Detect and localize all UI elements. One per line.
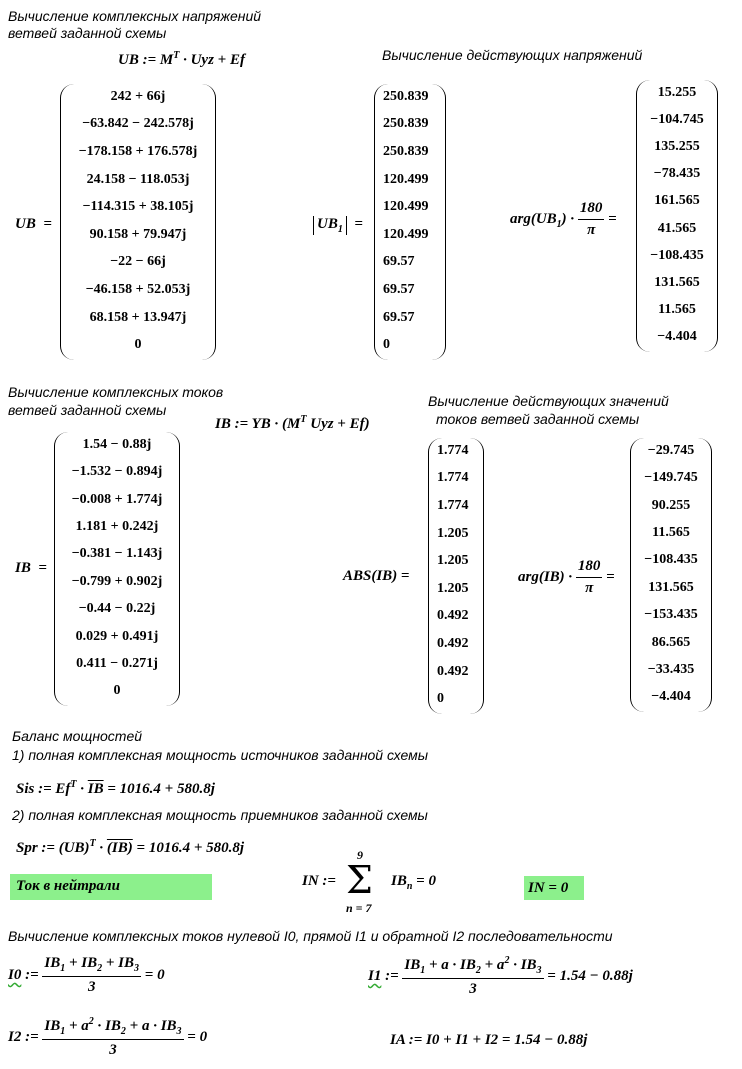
ub-arg-element-7: −108.435 bbox=[650, 247, 704, 263]
ia-formula: IA := I0 + I1 + I2 = 1.54 − 0.88j bbox=[390, 1032, 588, 1048]
neutral-label: Ток в нейтрали bbox=[16, 878, 120, 894]
arg-ub1-lhs: $arg(UB_1)$ · $\frac{180}{\pi}$ = bbox=[510, 200, 617, 238]
sigma-icon: Σ bbox=[346, 858, 373, 902]
ib-element-6: −0.799 + 0.902j bbox=[71, 573, 163, 589]
ub-abs-element-2: 250.839 bbox=[383, 116, 429, 132]
ub-arg-element-4: −78.435 bbox=[653, 166, 701, 182]
ub-element-8: −46.158 + 52.053j bbox=[85, 282, 191, 297]
ub-abs-vector bbox=[374, 84, 446, 360]
sum-bottom-limit: n = 7 bbox=[346, 901, 372, 915]
ub-arg-element-8: 131.565 bbox=[654, 275, 700, 290]
ib-arg-element-10: −4.404 bbox=[651, 689, 691, 705]
power-balance-item1: 1) полная комплексная мощность источников заданной схемы bbox=[12, 747, 429, 763]
ub-abs-element-4: 120.499 bbox=[383, 171, 429, 187]
ub-abs-element-5: 120.499 bbox=[383, 199, 429, 215]
ib-lhs: IB = bbox=[15, 560, 47, 576]
ub-arg-element-2: −104.745 bbox=[650, 111, 704, 127]
ub-abs-element-3: 250.839 bbox=[383, 144, 429, 159]
ib-abs-element-9: 0.492 bbox=[437, 663, 469, 679]
ib-arg-element-2: −149.745 bbox=[644, 470, 698, 486]
ib-arg-element-7: −153.435 bbox=[644, 607, 698, 623]
comment-complex-currents-2: ветвей заданной схемы bbox=[8, 402, 167, 418]
ub-arg-element-3: 135.255 bbox=[654, 139, 700, 154]
ib-arg-element-8: 86.565 bbox=[651, 634, 691, 650]
ub-arg-element-1: 15.255 bbox=[657, 84, 697, 100]
ub-vector bbox=[60, 84, 216, 360]
ib-element-5: −0.381 − 1.143j bbox=[71, 546, 163, 562]
ub-element-9: 68.158 + 13.947j bbox=[89, 309, 187, 325]
neutral-sum-rhs: $IB_n = 0$ bbox=[391, 873, 436, 892]
neutral-in-lhs: IN := bbox=[302, 873, 336, 889]
abs-ib-lhs: ABS(IB) = bbox=[343, 568, 410, 584]
power-balance-item2: 2) полная комплексная мощность приемников заданной схемы bbox=[12, 807, 428, 823]
ub-element-1: 242 + 66j bbox=[110, 88, 166, 104]
ub-abs-element-6: 120.499 bbox=[383, 226, 429, 242]
ib-element-8: 0.029 + 0.491j bbox=[75, 628, 159, 644]
ib-abs-element-3: 1.774 bbox=[437, 498, 469, 513]
ub-abs-element-1: 250.839 bbox=[383, 88, 429, 104]
comment-effective-currents-1: Вычисление действующих значений bbox=[428, 393, 669, 409]
ib-arg-element-6: 131.565 bbox=[648, 579, 694, 595]
ib-element-2: −1.532 − 0.894j bbox=[71, 464, 163, 480]
ib-element-4: 1.181 + 0.242j bbox=[75, 518, 159, 534]
ub-element-2: −63.842 − 242.578j bbox=[82, 116, 194, 132]
ib-abs-element-2: 1.774 bbox=[437, 470, 469, 486]
i2-formula: I2 := $\frac{IB_1 + a^2 \cdot IB_2 + a \cdot IB_3}{3}$ = 0 bbox=[8, 1016, 208, 1058]
abs-ub1-lhs: $UB_1$ = bbox=[313, 216, 363, 235]
comment-effective-currents-2: токов ветвей заданной схемы bbox=[436, 411, 640, 427]
formula-ub-definition: UB := $M^T$ · Uyz + Ef bbox=[118, 50, 245, 68]
comment-complex-currents-1: Вычисление комплексных токов bbox=[8, 384, 224, 400]
ub-element-6: 90.158 + 79.947j bbox=[89, 226, 187, 242]
ub-element-7: −22 − 66j bbox=[110, 254, 166, 270]
neutral-badge: IN = 0 bbox=[528, 880, 569, 896]
ib-arg-element-1: −29.745 bbox=[647, 442, 695, 458]
ib-arg-element-4: 11.565 bbox=[652, 524, 690, 540]
ib-abs-element-10: 0 bbox=[437, 691, 444, 707]
sis-formula: Sis := $Ef^T \cdot \overline{IB} = 1016.4 + 580.8j$ bbox=[16, 779, 215, 797]
ub-arg-vector bbox=[636, 80, 718, 352]
ib-element-10: 0 bbox=[113, 683, 121, 699]
ub-abs-element-8: 69.57 bbox=[383, 282, 415, 297]
ub-arg-element-6: 41.565 bbox=[657, 220, 697, 236]
power-balance-title: Баланс мощностей bbox=[12, 728, 143, 744]
ub-arg-element-5: 161.565 bbox=[654, 193, 700, 209]
ib-vector bbox=[54, 432, 180, 706]
ib-abs-vector bbox=[428, 438, 484, 714]
ub-element-4: 24.158 − 118.053j bbox=[86, 171, 190, 187]
ub-arg-element-10: −4.404 bbox=[657, 329, 697, 345]
ib-arg-element-3: 90.255 bbox=[651, 497, 691, 513]
formula-ib-definition: IB := YB · ($M^T$ Uyz + Ef) bbox=[215, 414, 370, 432]
ib-abs-element-4: 1.205 bbox=[437, 525, 469, 541]
comment-complex-voltages-2: ветвей заданной схемы bbox=[8, 25, 167, 41]
ub-abs-element-7: 69.57 bbox=[383, 254, 415, 270]
ib-arg-element-5: −108.435 bbox=[644, 552, 698, 568]
spr-formula: Spr := (UB)$^T$ · (IB) = 1016.4 + 580.8j bbox=[16, 838, 245, 856]
ub-abs-element-9: 69.57 bbox=[383, 309, 415, 325]
sum-top-limit: 9 bbox=[357, 848, 363, 862]
comment-sequences: Вычисление комплексных токов нулевой I0, прямой I1 и обратной I2 последовательности bbox=[8, 928, 613, 944]
ub-element-5: −114.315 + 38.105j bbox=[82, 199, 194, 215]
arg-ib-lhs: arg(IB) · $\frac{180}{\pi}$ = bbox=[518, 558, 615, 596]
i0-formula: I0 := $\frac{IB_1 + IB_2 + IB_3}{3}$ = 0 bbox=[8, 955, 165, 995]
ib-element-7: −0.44 − 0.22j bbox=[78, 601, 156, 617]
comment-effective-voltages: Вычисление действующих напряжений bbox=[382, 47, 643, 63]
ib-abs-element-6: 1.205 bbox=[437, 580, 469, 596]
ib-element-1: 1.54 − 0.88j bbox=[82, 436, 152, 452]
ib-abs-element-7: 0.492 bbox=[437, 608, 469, 624]
ib-abs-element-1: 1.774 bbox=[437, 442, 469, 458]
comment-complex-voltages-1: Вычисление комплексных напряжений bbox=[8, 8, 262, 24]
ib-abs-element-8: 0.492 bbox=[437, 636, 469, 651]
ub-abs-element-10: 0 bbox=[383, 337, 390, 353]
ub-arg-element-9: 11.565 bbox=[658, 302, 696, 318]
ib-arg-element-9: −33.435 bbox=[647, 661, 695, 677]
ub-element-10: 0 bbox=[134, 337, 142, 353]
ub-lhs: UB = bbox=[15, 216, 52, 232]
ib-arg-vector bbox=[630, 438, 712, 712]
i1-formula: I1 := $\frac{IB_1 + a \cdot IB_2 + a^2 \cdot IB_3}{3}$ = 1.54 − 0.88j bbox=[368, 955, 633, 997]
ib-element-9: 0.411 − 0.271j bbox=[76, 655, 158, 671]
ib-element-3: −0.008 + 1.774j bbox=[71, 491, 163, 507]
ub-element-3: −178.158 + 176.578j bbox=[78, 144, 198, 159]
ib-abs-element-5: 1.205 bbox=[437, 553, 469, 569]
